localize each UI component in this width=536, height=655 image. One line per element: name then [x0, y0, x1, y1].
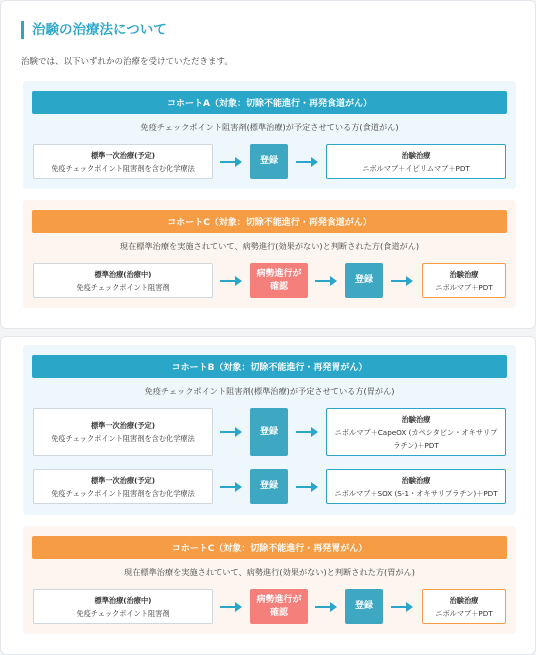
cohort-a-flow: [23, 144, 516, 179]
standard-treatment-box: [33, 408, 213, 456]
arrow-icon: [220, 157, 242, 167]
cohort-b-flow-sox: [23, 469, 516, 504]
box-title: 標準一次治療(予定): [90, 421, 156, 430]
intro-text: 治験では、以下いずれかの治療を受けていただきます。: [21, 57, 233, 67]
register-box: 登録: [345, 589, 383, 624]
box-title: 標準一次治療(予定): [90, 475, 156, 485]
trial-treatment-box: [422, 263, 506, 298]
confirm-line-1: 病勢進行が: [256, 594, 302, 605]
box-subtitle: 免疫チェックポイント阻害剤: [76, 608, 170, 618]
box-subtitle: ニボルマブ＋イピリムマブ＋PDT: [362, 163, 470, 173]
standard-treatment-box: [33, 263, 213, 298]
trial-treatment-box: [326, 144, 506, 179]
arrow-icon: [315, 276, 337, 286]
cohort-c-description: 現在標準治療を実施されていて、病勢進行(効果がない)と判断された方(胃がん): [124, 567, 415, 577]
box-subtitle: ニボルマブ＋PDT: [435, 608, 493, 618]
progression-confirmed-box: [250, 589, 308, 624]
box-subtitle: 免疫チェックポイント阻害剤を含む化学療法: [51, 488, 195, 498]
cohort-a-banner: コホートA（対象：切除不能進行・再発食道がん）: [32, 91, 507, 114]
box-subtitle: 免疫チェックポイント阻害剤を含む化学療法: [51, 434, 195, 443]
box-subtitle: 免疫チェックポイント阻害剤を含む化学療法: [51, 163, 195, 173]
arrow-icon: [391, 602, 413, 612]
register-box: 登録: [250, 408, 288, 456]
box-title: 治験治療: [401, 414, 431, 424]
cohort-b-flow-capeox: [23, 408, 516, 456]
arrow-icon: [296, 482, 318, 492]
box-title: 治験治療: [449, 595, 479, 605]
box-subtitle: 免疫チェックポイント阻害剤: [76, 282, 170, 292]
cohort-c-banner: コホートC（対象：切除不能進行・再発胃がん）: [32, 536, 507, 559]
cohort-b-banner: コホートB（対象：切除不能進行・再発胃がん）: [32, 355, 507, 378]
cohort-b-panel: [23, 345, 516, 515]
cohort-a-description: 免疫チェックポイント阻害剤(標準治療)が予定させている方(食道がん): [140, 122, 399, 132]
box-subtitle: ニボルマブ＋PDT: [435, 282, 493, 292]
cohort-c-esophageal-panel: [23, 200, 516, 308]
arrow-icon: [391, 276, 413, 286]
arrow-icon: [296, 157, 318, 167]
arrow-icon: [315, 602, 337, 612]
trial-treatment-box: [326, 408, 506, 456]
standard-treatment-box: [33, 469, 213, 504]
cohort-c-flow: [23, 263, 516, 298]
arrow-icon: [220, 276, 242, 286]
cohort-b-description: 免疫チェックポイント阻害剤(標準治療)が予定させている方(胃がん): [144, 386, 395, 396]
register-box: 登録: [345, 263, 383, 298]
box-title: 治験治療: [449, 269, 479, 279]
standard-treatment-box: [33, 144, 213, 179]
box-title: 標準一次治療(予定): [90, 150, 156, 160]
box-subtitle-line-1: ニボルマブ＋CapeOX (カペシタビン・オキサリプ: [334, 427, 498, 437]
box-title: 治験治療: [401, 150, 431, 160]
box-title: 標準治療(治療中): [94, 595, 152, 605]
cohort-c-flow: [23, 589, 516, 624]
arrow-icon: [220, 602, 242, 612]
box-title: 治験治療: [401, 475, 431, 485]
progression-confirmed-box: [250, 263, 308, 298]
cohort-c-gastric-panel: [23, 526, 516, 634]
register-box: 登録: [250, 469, 288, 504]
gastric-card: [0, 336, 536, 655]
box-subtitle-line-2: ラチン)＋PDT: [393, 440, 439, 450]
cohort-a-panel: [23, 81, 516, 189]
confirm-line-2: 確認: [269, 281, 288, 292]
arrow-icon: [220, 482, 242, 492]
confirm-line-1: 病勢進行が: [256, 268, 302, 279]
page-title: 治験の治療法について: [21, 21, 167, 39]
trial-treatment-box: [326, 469, 506, 504]
register-box: 登録: [250, 144, 288, 179]
cohort-c-description: 現在標準治療を実施されていて、病勢進行(効果がない)と判断された方(食道がん): [119, 241, 420, 251]
box-title: 標準治療(治療中): [94, 269, 152, 279]
trial-treatment-box: [422, 589, 506, 624]
arrow-icon: [296, 427, 318, 437]
cohort-c-banner: コホートC（対象：切除不能進行・再発食道がん）: [32, 210, 507, 233]
standard-treatment-box: [33, 589, 213, 624]
confirm-line-2: 確認: [269, 607, 288, 618]
box-subtitle: ニボルマブ＋SOX (S-1・オキサリプラチン)＋PDT: [334, 488, 498, 498]
arrow-icon: [220, 427, 242, 437]
